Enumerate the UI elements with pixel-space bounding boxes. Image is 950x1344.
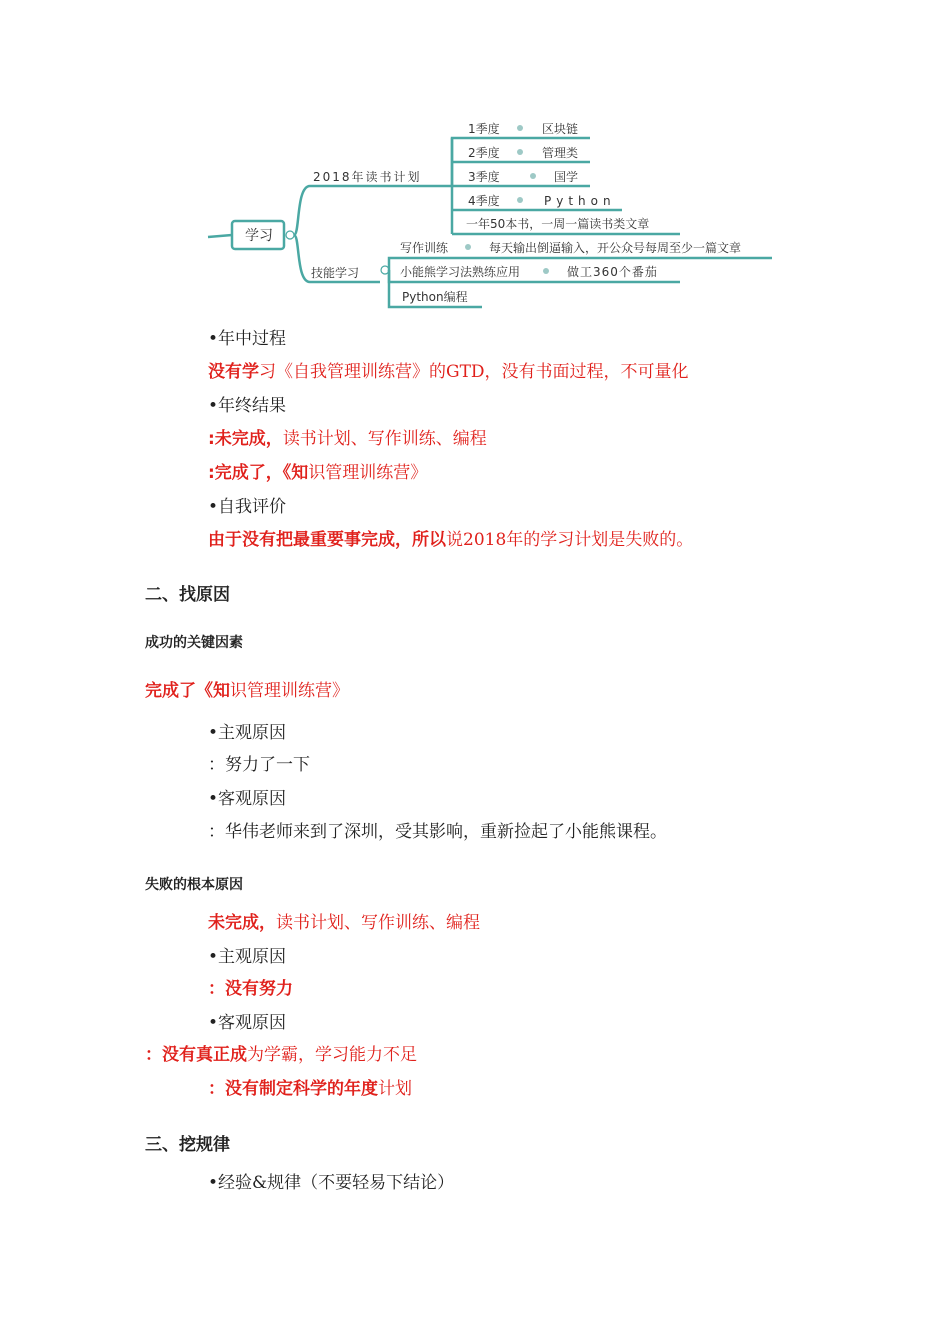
experience-item: •经验&规律（不要轻易下结论） <box>208 1173 455 1193</box>
mindmap-season: 4季度 <box>468 194 500 208</box>
failure-objective-title: •客观原因 <box>208 1013 287 1033</box>
success-title: 成功的关键因素 <box>145 635 243 651</box>
mindmap-skill: Python编程 <box>402 290 468 304</box>
objective-title: •客观原因 <box>208 789 287 809</box>
failure-subjective-title: •主观原因 <box>208 947 287 967</box>
mindmap-summary: 一年50本书，一周一篇读书类文章 <box>466 217 650 231</box>
mindmap-skill-detail: 每天输出倒逼输入，开公众号每周至少一篇文章 <box>489 241 742 255</box>
self-eval-title: •自我评价 <box>208 497 287 517</box>
success-text: 完成了《知识管理训练营》 <box>145 681 349 701</box>
mindmap <box>0 0 950 320</box>
mindmap-topic: 区块链 <box>542 122 579 136</box>
mindmap-topic: Python <box>544 194 616 208</box>
mindmap-skill-detail: 做工360个番茄 <box>567 265 658 279</box>
failure-objective-text: ：没有真正成为学霸，学习能力不足 <box>145 1045 417 1065</box>
mindmap-branch2: 技能学习 <box>311 266 360 280</box>
failure-plan-text: ：没有制定科学的年度计划 <box>208 1079 412 1099</box>
unfinished-line: :未完成，读书计划、写作训练、编程 <box>208 429 487 449</box>
mid-year-text: 没有学习《自我管理训练营》的GTD，没有书面过程，不可量化 <box>208 362 689 382</box>
self-eval-text: 由于没有把最重要事完成，所以说2018年的学习计划是失败的。 <box>208 530 694 550</box>
mindmap-topic: 管理类 <box>542 146 579 160</box>
subjective-title: •主观原因 <box>208 723 287 743</box>
objective-text: ：华伟老师来到了深圳，受其影响，重新捡起了小能熊课程。 <box>208 822 667 842</box>
mindmap-branch1: 2018年读书计划 <box>313 170 422 184</box>
mindmap-root: 学习 <box>245 228 273 244</box>
year-end-title: •年终结果 <box>208 396 287 416</box>
mindmap-season: 2季度 <box>468 146 500 160</box>
mindmap-skill: 小能熊学习法熟练应用 <box>400 265 521 279</box>
failure-text: 未完成，读书计划、写作训练、编程 <box>208 913 480 933</box>
section-heading-3: 三、挖规律 <box>145 1135 230 1155</box>
failure-title: 失败的根本原因 <box>145 877 243 893</box>
mindmap-skill: 写作训练 <box>400 241 449 255</box>
mindmap-season: 3季度 <box>468 170 500 184</box>
mindmap-season: 1季度 <box>468 122 500 136</box>
mindmap-topic: 国学 <box>554 170 579 184</box>
mid-year-title: •年中过程 <box>208 329 287 349</box>
finished-line: :完成了，《知识管理训练营》 <box>208 463 428 483</box>
section-heading-2: 二、找原因 <box>145 585 230 605</box>
failure-subjective-text: ：没有努力 <box>208 979 293 999</box>
subjective-text: ：努力了一下 <box>208 755 310 775</box>
